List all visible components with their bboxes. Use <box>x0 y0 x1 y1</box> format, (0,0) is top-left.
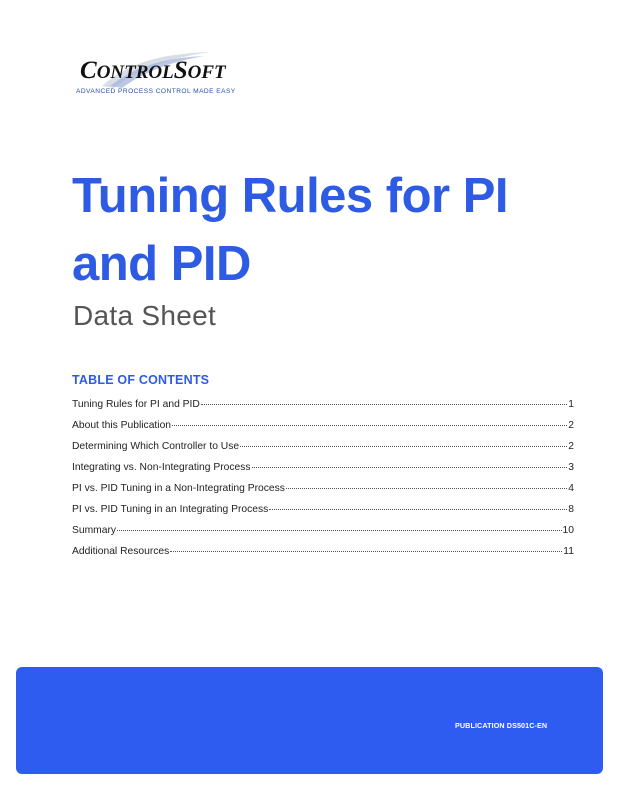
toc-entry[interactable] <box>72 399 574 420</box>
toc-entry-page: 11 <box>563 546 574 557</box>
toc-leader-dots <box>269 509 567 510</box>
toc-entry-label: Summary <box>72 525 117 536</box>
toc-leader-dots <box>117 530 561 531</box>
toc-entry-page: 10 <box>562 525 574 536</box>
toc-entry[interactable] <box>72 546 574 567</box>
toc-leader-dots <box>170 551 562 552</box>
toc-entry[interactable] <box>72 504 574 525</box>
table-of-contents <box>72 399 574 567</box>
toc-entry-page: 1 <box>568 399 574 410</box>
toc-entry-page: 8 <box>568 504 574 515</box>
title-line-1: Tuning Rules for PI <box>72 169 509 223</box>
toc-entry[interactable] <box>72 483 574 504</box>
toc-entry-label: Tuning Rules for PI and PID <box>72 399 200 410</box>
toc-leader-dots <box>252 467 568 468</box>
toc-leader-dots <box>240 446 567 447</box>
page-subtitle: Data Sheet <box>73 300 217 331</box>
page-title <box>72 162 572 298</box>
toc-leader-dots <box>286 488 567 489</box>
logo-wordmark: CONTROLSOFT <box>80 57 226 84</box>
toc-entry[interactable] <box>72 525 574 546</box>
controlsoft-logo <box>76 52 276 98</box>
toc-leader-dots <box>172 425 567 426</box>
title-line-2: and PID <box>72 237 251 291</box>
toc-entry-label: PI vs. PID Tuning in a Non-Integrating Process <box>72 483 285 494</box>
publication-number: PUBLICATION DS501C-EN <box>455 721 548 730</box>
toc-entry-label: Integrating vs. Non-Integrating Process <box>72 462 251 473</box>
toc-entry-page: 2 <box>568 420 574 431</box>
toc-entry-label: Determining Which Controller to Use <box>72 441 240 452</box>
toc-entry-page: 3 <box>568 462 574 473</box>
toc-entry-page: 2 <box>568 441 574 452</box>
toc-entry-label: About this Publication <box>72 420 172 431</box>
toc-entry[interactable] <box>72 441 574 462</box>
toc-leader-dots <box>201 404 567 405</box>
toc-entry-label: Additional Resources <box>72 546 170 557</box>
toc-entry-label: PI vs. PID Tuning in an Integrating Process <box>72 504 269 515</box>
toc-entry[interactable] <box>72 420 574 441</box>
toc-entry-page: 4 <box>568 483 574 494</box>
toc-entry[interactable] <box>72 462 574 483</box>
toc-heading: TABLE OF CONTENTS <box>72 373 210 387</box>
logo-tagline: ADVANCED PROCESS CONTROL MADE EASY <box>76 88 236 95</box>
